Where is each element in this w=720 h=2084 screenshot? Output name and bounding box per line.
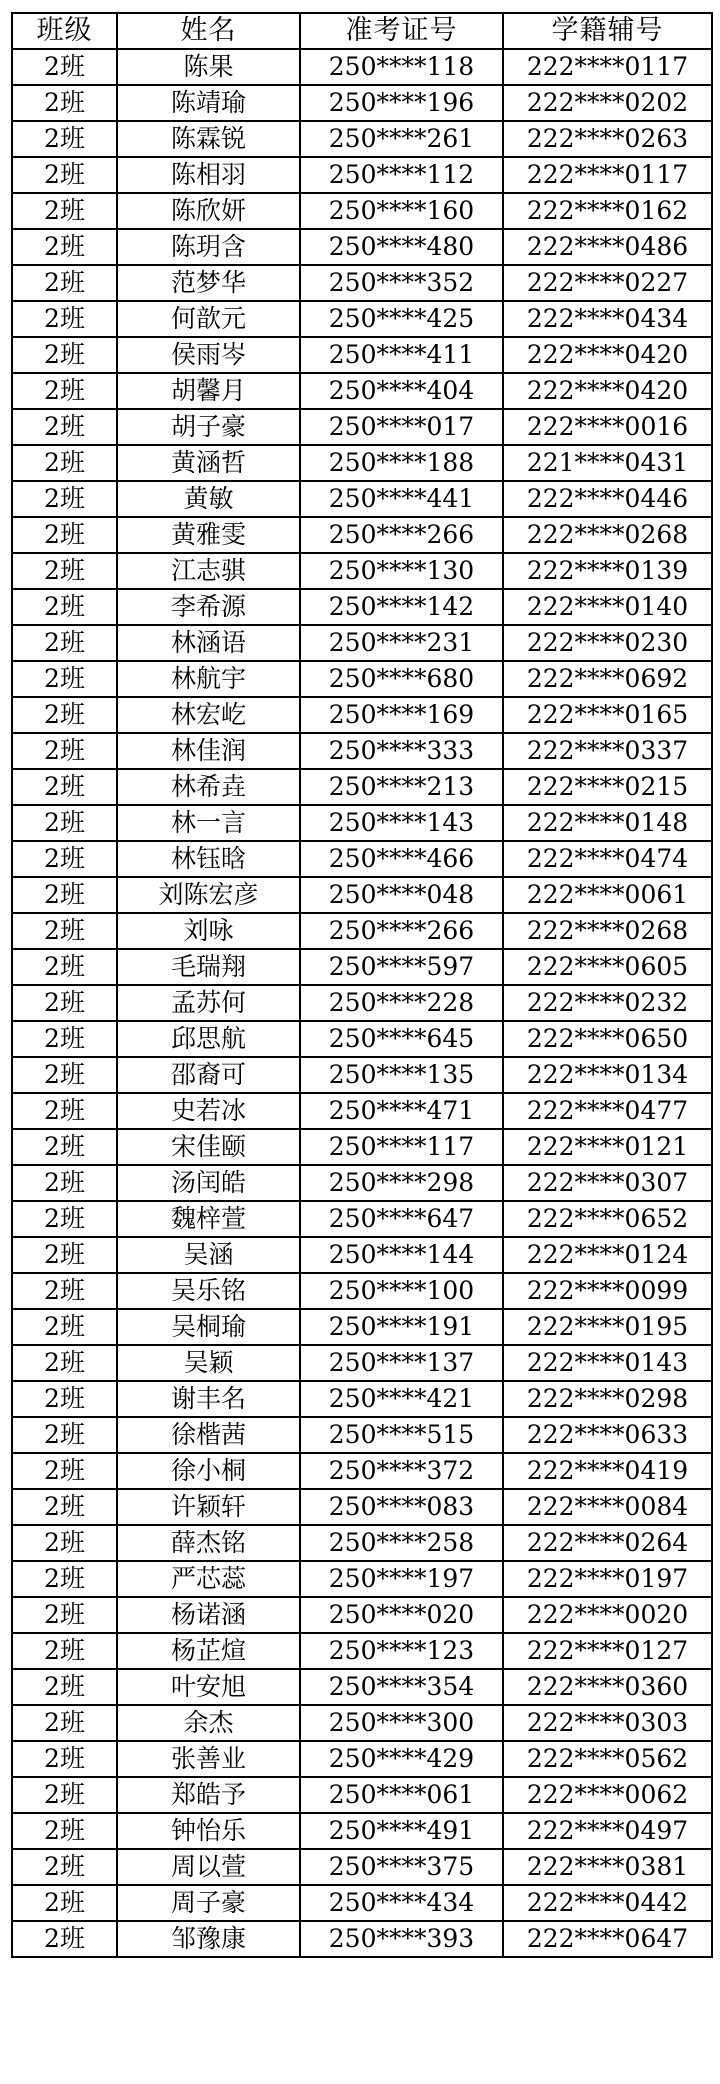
table-row (12, 1021, 712, 1057)
cell-name: 叶安旭 (117, 1669, 300, 1705)
cell-registration-number: 222****0446 (503, 481, 712, 517)
cell-name: 郑皓予 (117, 1777, 300, 1813)
cell-exam-number: 250****100 (300, 1273, 503, 1309)
cell-class: 2班 (12, 769, 117, 805)
cell-class: 2班 (12, 1849, 117, 1885)
cell-registration-number: 222****0652 (503, 1201, 712, 1237)
cell-registration-number: 222****0165 (503, 697, 712, 733)
cell-exam-number: 250****020 (300, 1597, 503, 1633)
cell-name: 陈相羽 (117, 157, 300, 193)
cell-class: 2班 (12, 1057, 117, 1093)
cell-exam-number: 250****300 (300, 1705, 503, 1741)
table-row (12, 841, 712, 877)
cell-class: 2班 (12, 841, 117, 877)
cell-class: 2班 (12, 1813, 117, 1849)
table-row (12, 553, 712, 589)
table-row (12, 661, 712, 697)
cell-class: 2班 (12, 1021, 117, 1057)
cell-registration-number: 222****0117 (503, 49, 712, 85)
cell-registration-number: 222****0061 (503, 877, 712, 913)
cell-exam-number: 250****411 (300, 337, 503, 373)
cell-exam-number: 250****118 (300, 49, 503, 85)
cell-exam-number: 250****266 (300, 913, 503, 949)
cell-name: 林一言 (117, 805, 300, 841)
cell-name: 邱思航 (117, 1021, 300, 1057)
cell-class: 2班 (12, 1237, 117, 1273)
cell-name: 范梦华 (117, 265, 300, 301)
cell-name: 林钰晗 (117, 841, 300, 877)
table-row (12, 1741, 712, 1777)
cell-registration-number: 222****0268 (503, 517, 712, 553)
table-row (12, 1597, 712, 1633)
cell-registration-number: 222****0474 (503, 841, 712, 877)
cell-registration-number: 222****0692 (503, 661, 712, 697)
table-row (12, 1705, 712, 1741)
header-row (12, 13, 712, 49)
header-name: 姓名 (117, 13, 300, 49)
cell-registration-number: 222****0381 (503, 1849, 712, 1885)
table-row (12, 337, 712, 373)
cell-registration-number: 222****0230 (503, 625, 712, 661)
cell-exam-number: 250****680 (300, 661, 503, 697)
cell-registration-number: 222****0263 (503, 121, 712, 157)
cell-registration-number: 222****0442 (503, 1885, 712, 1921)
cell-name: 宋佳颐 (117, 1129, 300, 1165)
table-row (12, 877, 712, 913)
table-row (12, 445, 712, 481)
cell-class: 2班 (12, 1561, 117, 1597)
cell-exam-number: 250****645 (300, 1021, 503, 1057)
table-row (12, 49, 712, 85)
table-row (12, 1237, 712, 1273)
table-row (12, 733, 712, 769)
table-row (12, 193, 712, 229)
table-row (12, 1129, 712, 1165)
cell-exam-number: 250****135 (300, 1057, 503, 1093)
cell-class: 2班 (12, 697, 117, 733)
cell-registration-number: 222****0562 (503, 1741, 712, 1777)
table-row (12, 913, 712, 949)
cell-exam-number: 250****393 (300, 1921, 503, 1957)
cell-class: 2班 (12, 985, 117, 1021)
table-row (12, 1093, 712, 1129)
cell-name: 周子豪 (117, 1885, 300, 1921)
cell-class: 2班 (12, 193, 117, 229)
table-row (12, 85, 712, 121)
student-roster-sheet (11, 12, 713, 1958)
cell-class: 2班 (12, 1921, 117, 1957)
cell-name: 孟苏何 (117, 985, 300, 1021)
cell-registration-number: 222****0117 (503, 157, 712, 193)
cell-registration-number: 222****0497 (503, 1813, 712, 1849)
cell-exam-number: 250****231 (300, 625, 503, 661)
cell-registration-number: 222****0162 (503, 193, 712, 229)
table-row (12, 1633, 712, 1669)
table-row (12, 1489, 712, 1525)
cell-exam-number: 250****083 (300, 1489, 503, 1525)
cell-name: 薛杰铭 (117, 1525, 300, 1561)
cell-name: 江志骐 (117, 553, 300, 589)
cell-class: 2班 (12, 1453, 117, 1489)
cell-name: 魏梓萱 (117, 1201, 300, 1237)
table-row (12, 409, 712, 445)
table-row (12, 949, 712, 985)
cell-class: 2班 (12, 589, 117, 625)
table-row (12, 121, 712, 157)
cell-name: 何歆元 (117, 301, 300, 337)
cell-registration-number: 221****0431 (503, 445, 712, 481)
cell-class: 2班 (12, 1309, 117, 1345)
cell-registration-number: 222****0020 (503, 1597, 712, 1633)
cell-exam-number: 250****123 (300, 1633, 503, 1669)
cell-registration-number: 222****0605 (503, 949, 712, 985)
cell-exam-number: 250****117 (300, 1129, 503, 1165)
cell-name: 黄敏 (117, 481, 300, 517)
cell-exam-number: 250****169 (300, 697, 503, 733)
cell-registration-number: 222****0139 (503, 553, 712, 589)
cell-name: 陈霖锐 (117, 121, 300, 157)
cell-class: 2班 (12, 625, 117, 661)
table-row (12, 625, 712, 661)
cell-name: 李希源 (117, 589, 300, 625)
cell-name: 余杰 (117, 1705, 300, 1741)
table-row (12, 1057, 712, 1093)
cell-name: 林宏屹 (117, 697, 300, 733)
cell-name: 陈欣妍 (117, 193, 300, 229)
cell-registration-number: 222****0099 (503, 1273, 712, 1309)
cell-class: 2班 (12, 517, 117, 553)
cell-class: 2班 (12, 877, 117, 913)
cell-name: 侯雨岑 (117, 337, 300, 373)
cell-registration-number: 222****0124 (503, 1237, 712, 1273)
cell-class: 2班 (12, 805, 117, 841)
cell-class: 2班 (12, 1741, 117, 1777)
cell-exam-number: 250****143 (300, 805, 503, 841)
cell-registration-number: 222****0298 (503, 1381, 712, 1417)
cell-exam-number: 250****404 (300, 373, 503, 409)
cell-name: 黄雅雯 (117, 517, 300, 553)
cell-name: 张善业 (117, 1741, 300, 1777)
cell-name: 杨芷煊 (117, 1633, 300, 1669)
cell-exam-number: 250****515 (300, 1417, 503, 1453)
cell-class: 2班 (12, 1417, 117, 1453)
table-row (12, 1669, 712, 1705)
cell-registration-number: 222****0337 (503, 733, 712, 769)
table-row (12, 697, 712, 733)
cell-class: 2班 (12, 1345, 117, 1381)
cell-exam-number: 250****137 (300, 1345, 503, 1381)
table-row (12, 1165, 712, 1201)
cell-registration-number: 222****0227 (503, 265, 712, 301)
table-body (12, 49, 712, 1957)
cell-name: 汤闰皓 (117, 1165, 300, 1201)
cell-exam-number: 250****213 (300, 769, 503, 805)
table-row (12, 1309, 712, 1345)
cell-registration-number: 222****0420 (503, 373, 712, 409)
cell-registration-number: 222****0434 (503, 301, 712, 337)
cell-exam-number: 250****597 (300, 949, 503, 985)
cell-name: 许颖轩 (117, 1489, 300, 1525)
table-row (12, 1813, 712, 1849)
cell-class: 2班 (12, 1165, 117, 1201)
table-row (12, 1849, 712, 1885)
table-row (12, 229, 712, 265)
cell-exam-number: 250****333 (300, 733, 503, 769)
cell-exam-number: 250****425 (300, 301, 503, 337)
table-row (12, 301, 712, 337)
cell-exam-number: 250****191 (300, 1309, 503, 1345)
cell-exam-number: 250****061 (300, 1777, 503, 1813)
cell-name: 吴涵 (117, 1237, 300, 1273)
cell-registration-number: 222****0148 (503, 805, 712, 841)
cell-exam-number: 250****144 (300, 1237, 503, 1273)
cell-name: 林涵语 (117, 625, 300, 661)
cell-class: 2班 (12, 301, 117, 337)
cell-class: 2班 (12, 1201, 117, 1237)
table-row (12, 1273, 712, 1309)
table-row (12, 805, 712, 841)
table-row (12, 1417, 712, 1453)
cell-exam-number: 250****197 (300, 1561, 503, 1597)
cell-registration-number: 222****0143 (503, 1345, 712, 1381)
student-roster-table (11, 12, 713, 1958)
cell-name: 刘陈宏彦 (117, 877, 300, 913)
cell-class: 2班 (12, 661, 117, 697)
cell-name: 周以萱 (117, 1849, 300, 1885)
cell-registration-number: 222****0307 (503, 1165, 712, 1201)
table-row (12, 481, 712, 517)
table-row (12, 1561, 712, 1597)
cell-name: 史若冰 (117, 1093, 300, 1129)
cell-name: 吴桐瑜 (117, 1309, 300, 1345)
cell-name: 徐楷茜 (117, 1417, 300, 1453)
cell-exam-number: 250****017 (300, 409, 503, 445)
cell-registration-number: 222****0062 (503, 1777, 712, 1813)
cell-name: 林佳润 (117, 733, 300, 769)
cell-class: 2班 (12, 1669, 117, 1705)
cell-registration-number: 222****0647 (503, 1921, 712, 1957)
cell-exam-number: 250****142 (300, 589, 503, 625)
cell-exam-number: 250****112 (300, 157, 503, 193)
table-row (12, 157, 712, 193)
cell-registration-number: 222****0633 (503, 1417, 712, 1453)
cell-class: 2班 (12, 337, 117, 373)
cell-registration-number: 222****0215 (503, 769, 712, 805)
cell-registration-number: 222****0650 (503, 1021, 712, 1057)
cell-class: 2班 (12, 85, 117, 121)
cell-registration-number: 222****0202 (503, 85, 712, 121)
cell-class: 2班 (12, 49, 117, 85)
cell-exam-number: 250****266 (300, 517, 503, 553)
cell-class: 2班 (12, 553, 117, 589)
cell-registration-number: 222****0016 (503, 409, 712, 445)
cell-exam-number: 250****480 (300, 229, 503, 265)
cell-name: 杨诺涵 (117, 1597, 300, 1633)
cell-exam-number: 250****647 (300, 1201, 503, 1237)
header-class: 班级 (12, 13, 117, 49)
cell-class: 2班 (12, 1885, 117, 1921)
header-exam-number: 准考证号 (300, 13, 503, 49)
cell-name: 徐小桐 (117, 1453, 300, 1489)
cell-name: 严芯蕊 (117, 1561, 300, 1597)
cell-exam-number: 250****298 (300, 1165, 503, 1201)
cell-name: 陈玥含 (117, 229, 300, 265)
cell-registration-number: 222****0268 (503, 913, 712, 949)
cell-exam-number: 250****375 (300, 1849, 503, 1885)
cell-name: 林希垚 (117, 769, 300, 805)
cell-name: 胡子豪 (117, 409, 300, 445)
cell-class: 2班 (12, 121, 117, 157)
cell-class: 2班 (12, 229, 117, 265)
table-row (12, 1777, 712, 1813)
cell-registration-number: 222****0121 (503, 1129, 712, 1165)
cell-name: 陈靖瑜 (117, 85, 300, 121)
cell-registration-number: 222****0477 (503, 1093, 712, 1129)
cell-name: 邵裔可 (117, 1057, 300, 1093)
table-row (12, 985, 712, 1021)
cell-exam-number: 250****466 (300, 841, 503, 877)
cell-name: 吴颖 (117, 1345, 300, 1381)
table-row (12, 1921, 712, 1957)
cell-class: 2班 (12, 1093, 117, 1129)
table-row (12, 1201, 712, 1237)
cell-class: 2班 (12, 1489, 117, 1525)
cell-exam-number: 250****258 (300, 1525, 503, 1561)
cell-registration-number: 222****0140 (503, 589, 712, 625)
cell-name: 陈果 (117, 49, 300, 85)
table-row (12, 1345, 712, 1381)
table-row (12, 769, 712, 805)
cell-registration-number: 222****0420 (503, 337, 712, 373)
cell-class: 2班 (12, 1525, 117, 1561)
cell-registration-number: 222****0084 (503, 1489, 712, 1525)
cell-exam-number: 250****048 (300, 877, 503, 913)
cell-class: 2班 (12, 373, 117, 409)
cell-exam-number: 250****188 (300, 445, 503, 481)
cell-exam-number: 250****434 (300, 1885, 503, 1921)
cell-class: 2班 (12, 265, 117, 301)
cell-registration-number: 222****0360 (503, 1669, 712, 1705)
table-row (12, 1453, 712, 1489)
table-row (12, 1525, 712, 1561)
cell-class: 2班 (12, 409, 117, 445)
cell-exam-number: 250****421 (300, 1381, 503, 1417)
cell-exam-number: 250****196 (300, 85, 503, 121)
cell-class: 2班 (12, 481, 117, 517)
cell-class: 2班 (12, 1381, 117, 1417)
table-row (12, 373, 712, 409)
cell-class: 2班 (12, 1705, 117, 1741)
table-row (12, 265, 712, 301)
cell-exam-number: 250****228 (300, 985, 503, 1021)
cell-exam-number: 250****160 (300, 193, 503, 229)
cell-exam-number: 250****372 (300, 1453, 503, 1489)
cell-exam-number: 250****130 (300, 553, 503, 589)
cell-class: 2班 (12, 445, 117, 481)
cell-name: 毛瑞翔 (117, 949, 300, 985)
cell-registration-number: 222****0134 (503, 1057, 712, 1093)
cell-exam-number: 250****429 (300, 1741, 503, 1777)
cell-name: 林航宇 (117, 661, 300, 697)
cell-class: 2班 (12, 733, 117, 769)
cell-class: 2班 (12, 1777, 117, 1813)
table-row (12, 517, 712, 553)
cell-registration-number: 222****0419 (503, 1453, 712, 1489)
cell-name: 刘咏 (117, 913, 300, 949)
cell-name: 胡馨月 (117, 373, 300, 409)
cell-exam-number: 250****441 (300, 481, 503, 517)
cell-class: 2班 (12, 1129, 117, 1165)
cell-registration-number: 222****0127 (503, 1633, 712, 1669)
table-header (12, 13, 712, 49)
cell-name: 钟怡乐 (117, 1813, 300, 1849)
cell-registration-number: 222****0195 (503, 1309, 712, 1345)
cell-exam-number: 250****261 (300, 121, 503, 157)
cell-name: 邹豫康 (117, 1921, 300, 1957)
cell-registration-number: 222****0264 (503, 1525, 712, 1561)
cell-exam-number: 250****352 (300, 265, 503, 301)
cell-class: 2班 (12, 949, 117, 985)
cell-registration-number: 222****0303 (503, 1705, 712, 1741)
cell-name: 黄涵哲 (117, 445, 300, 481)
table-row (12, 1381, 712, 1417)
cell-name: 谢丰名 (117, 1381, 300, 1417)
cell-class: 2班 (12, 1633, 117, 1669)
cell-class: 2班 (12, 157, 117, 193)
header-registration-number: 学籍辅号 (503, 13, 712, 49)
cell-name: 吴乐铭 (117, 1273, 300, 1309)
cell-class: 2班 (12, 1273, 117, 1309)
cell-class: 2班 (12, 913, 117, 949)
cell-exam-number: 250****491 (300, 1813, 503, 1849)
cell-class: 2班 (12, 1597, 117, 1633)
cell-registration-number: 222****0197 (503, 1561, 712, 1597)
table-row (12, 1885, 712, 1921)
cell-exam-number: 250****471 (300, 1093, 503, 1129)
table-row (12, 589, 712, 625)
cell-exam-number: 250****354 (300, 1669, 503, 1705)
cell-registration-number: 222****0232 (503, 985, 712, 1021)
cell-registration-number: 222****0486 (503, 229, 712, 265)
